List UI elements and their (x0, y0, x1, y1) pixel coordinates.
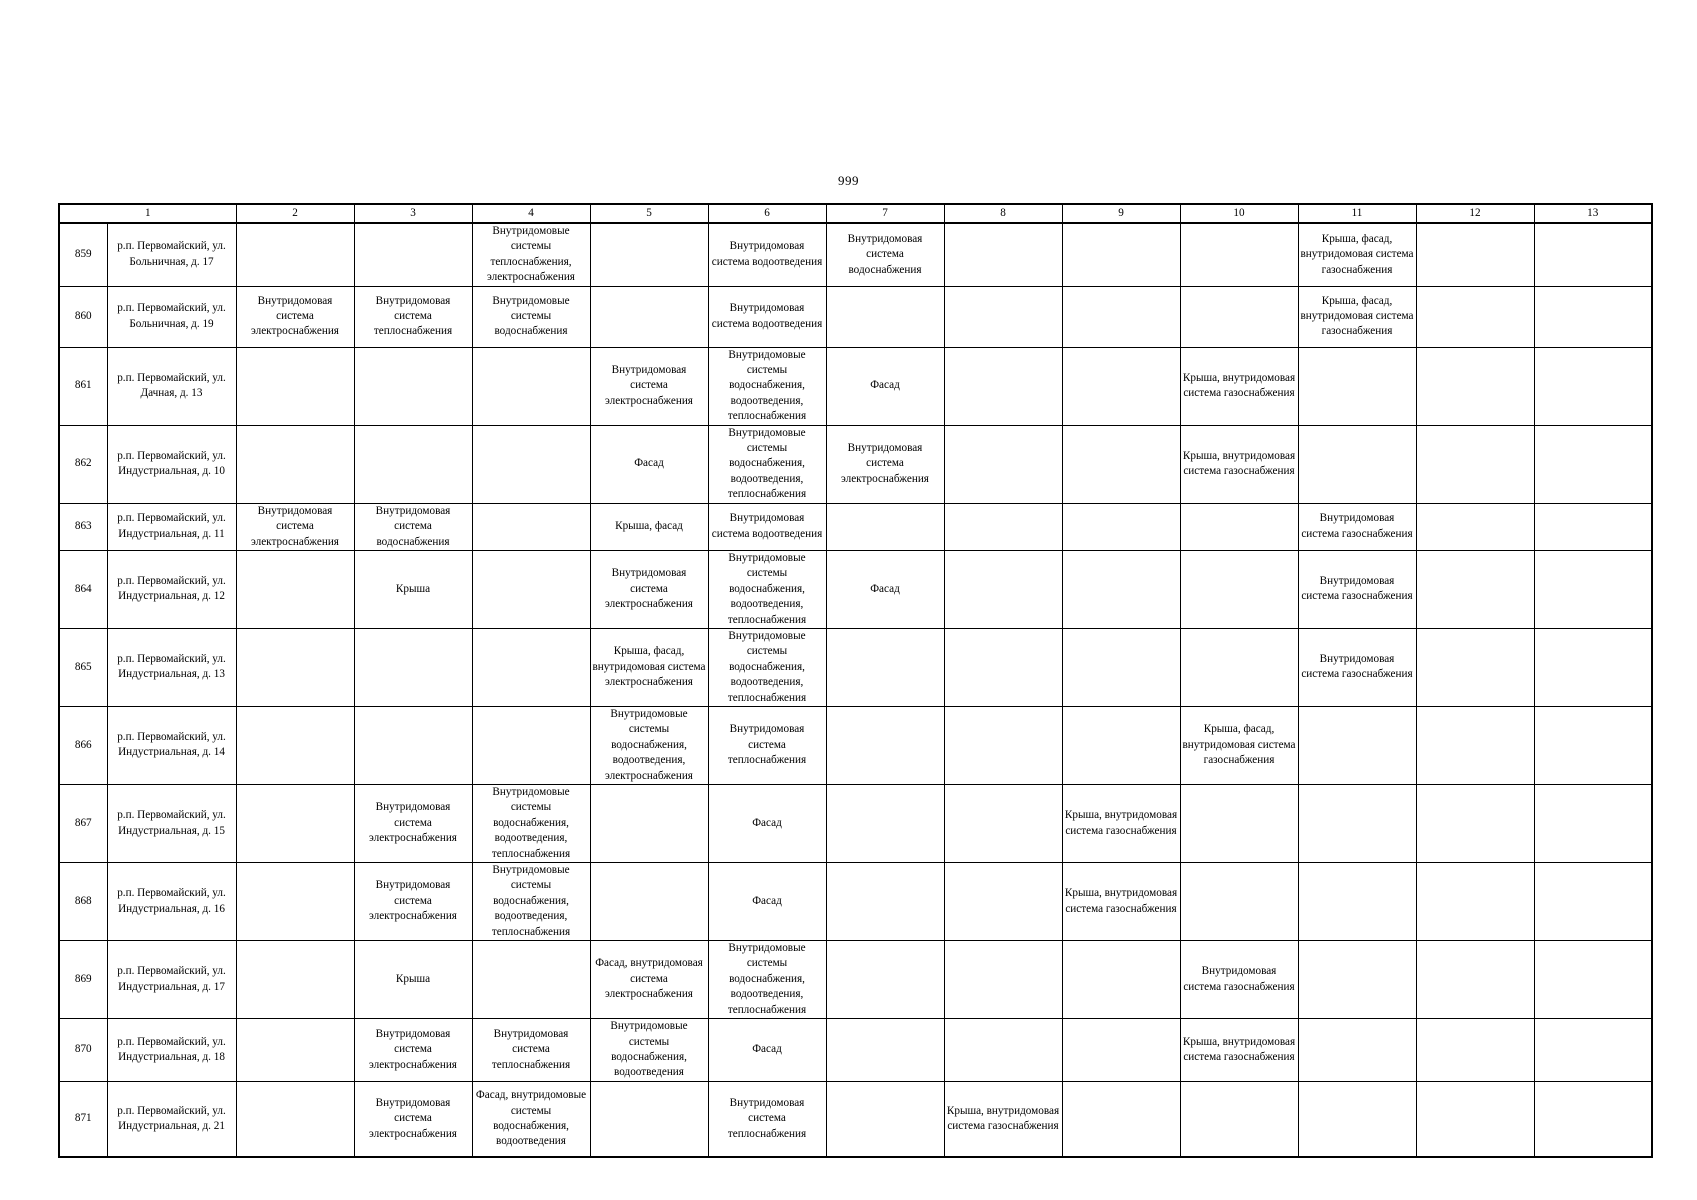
work-type-cell (472, 503, 590, 550)
work-type-cell (1534, 425, 1652, 503)
work-type-cell (472, 550, 590, 628)
work-type-cell: Внутридомовая система газоснабжения (1298, 503, 1416, 550)
repair-schedule-table (58, 203, 1653, 1158)
work-type-cell (1534, 785, 1652, 863)
work-type-cell: Крыша, внутридомовая система газоснабжения (1062, 785, 1180, 863)
work-type-cell (354, 425, 472, 503)
work-type-cell: Внутридомовая система электроснабжения (236, 503, 354, 550)
work-type-cell: Внутридомовая система электроснабжения (354, 785, 472, 863)
work-type-cell: Фасад (826, 347, 944, 425)
column-header: 3 (354, 204, 472, 223)
work-type-cell: Внутридомовая система электроснабжения (236, 286, 354, 347)
work-type-cell: Внутридомовые системы теплоснабжения, электроснабжения (472, 223, 590, 286)
work-type-cell (944, 863, 1062, 941)
work-type-cell (354, 706, 472, 784)
work-type-cell (590, 863, 708, 941)
row-number: 868 (59, 863, 107, 941)
work-type-cell: Внутридомовая система водоснабжения (354, 503, 472, 550)
column-header: 8 (944, 204, 1062, 223)
address-cell: р.п. Первомайский, ул. Индустриальная, д. 15 (107, 785, 236, 863)
work-type-cell (1416, 347, 1534, 425)
work-type-cell (236, 941, 354, 1019)
work-type-cell (590, 223, 708, 286)
work-type-cell: Крыша, внутридомовая система газоснабжения (944, 1081, 1062, 1157)
work-type-cell (236, 706, 354, 784)
work-type-cell (1416, 706, 1534, 784)
work-type-cell: Внутридомовая система электроснабжения (354, 1081, 472, 1157)
table-row (59, 286, 1652, 347)
work-type-cell (1180, 550, 1298, 628)
work-type-cell (826, 503, 944, 550)
work-type-cell (1180, 223, 1298, 286)
work-type-cell: Фасад, внутридомовые системы водоснабжения, водоотведения (472, 1081, 590, 1157)
column-header: 2 (236, 204, 354, 223)
work-type-cell (236, 863, 354, 941)
table-row (59, 941, 1652, 1019)
work-type-cell: Внутридомовая система газоснабжения (1298, 628, 1416, 706)
work-type-cell (944, 706, 1062, 784)
work-type-cell (1534, 1019, 1652, 1082)
table-row (59, 628, 1652, 706)
work-type-cell (1416, 628, 1534, 706)
work-type-cell (1062, 425, 1180, 503)
work-type-cell (1416, 1019, 1534, 1082)
table-row (59, 425, 1652, 503)
work-type-cell: Крыша, фасад, внутридомовая система электроснабжения (590, 628, 708, 706)
work-type-cell: Внутридомовые системы водоснабжения, водоотведения, теплоснабжения (472, 863, 590, 941)
work-type-cell (1416, 223, 1534, 286)
work-type-cell (944, 425, 1062, 503)
row-number: 863 (59, 503, 107, 550)
work-type-cell: Фасад (708, 1019, 826, 1082)
work-type-cell (1062, 706, 1180, 784)
work-type-cell: Внутридомовые системы водоснабжения, водоотведения (590, 1019, 708, 1082)
work-type-cell (1534, 223, 1652, 286)
work-type-cell (1534, 286, 1652, 347)
work-type-cell (1416, 785, 1534, 863)
row-number: 870 (59, 1019, 107, 1082)
work-type-cell (1062, 1081, 1180, 1157)
work-type-cell (1534, 863, 1652, 941)
work-type-cell: Фасад (708, 863, 826, 941)
work-type-cell: Фасад, внутридомовая система электроснабжения (590, 941, 708, 1019)
row-number: 860 (59, 286, 107, 347)
work-type-cell (1298, 706, 1416, 784)
work-type-cell (1416, 941, 1534, 1019)
work-type-cell (944, 347, 1062, 425)
work-type-cell: Крыша, внутридомовая система газоснабжения (1062, 863, 1180, 941)
work-type-cell (826, 1081, 944, 1157)
work-type-cell: Внутридомовые системы водоснабжения, водоотведения, электроснабжения (590, 706, 708, 784)
work-type-cell (1298, 941, 1416, 1019)
work-type-cell (236, 1081, 354, 1157)
column-header: 5 (590, 204, 708, 223)
work-type-cell: Крыша, фасад (590, 503, 708, 550)
table-row (59, 223, 1652, 286)
work-type-cell (1298, 863, 1416, 941)
work-type-cell (1298, 1081, 1416, 1157)
work-type-cell (1180, 503, 1298, 550)
work-type-cell (1180, 863, 1298, 941)
work-type-cell (1062, 941, 1180, 1019)
work-type-cell (472, 628, 590, 706)
work-type-cell (354, 347, 472, 425)
column-header: 13 (1534, 204, 1652, 223)
work-type-cell: Внутридомовые системы водоснабжения, водоотведения, теплоснабжения (708, 941, 826, 1019)
row-number: 861 (59, 347, 107, 425)
work-type-cell (944, 941, 1062, 1019)
work-type-cell (1534, 347, 1652, 425)
work-type-cell: Внутридомовая система электроснабжения (590, 550, 708, 628)
work-type-cell (1416, 503, 1534, 550)
work-type-cell (1180, 628, 1298, 706)
work-type-cell (826, 1019, 944, 1082)
work-type-cell (1416, 286, 1534, 347)
work-type-cell (1062, 503, 1180, 550)
work-type-cell (236, 550, 354, 628)
column-header: 7 (826, 204, 944, 223)
work-type-cell: Внутридомовые системы водоснабжения, водоотведения, теплоснабжения (708, 628, 826, 706)
work-type-cell (1062, 223, 1180, 286)
work-type-cell (236, 628, 354, 706)
work-type-cell: Крыша, фасад, внутридомовая система газоснабжения (1298, 286, 1416, 347)
work-type-cell (826, 785, 944, 863)
work-type-cell (826, 863, 944, 941)
address-cell: р.п. Первомайский, ул. Индустриальная, д. 12 (107, 550, 236, 628)
work-type-cell (236, 785, 354, 863)
work-type-cell (1062, 1019, 1180, 1082)
table-row (59, 863, 1652, 941)
row-number: 866 (59, 706, 107, 784)
work-type-cell: Фасад (590, 425, 708, 503)
work-type-cell: Внутридомовая система водоотведения (708, 286, 826, 347)
work-type-cell: Крыша (354, 941, 472, 1019)
column-header: 1 (59, 204, 236, 223)
work-type-cell: Фасад (708, 785, 826, 863)
work-type-cell (236, 1019, 354, 1082)
table-row (59, 1081, 1652, 1157)
work-type-cell: Внутридомовые системы водоснабжения, водоотведения, теплоснабжения (708, 550, 826, 628)
address-cell: р.п. Первомайский, ул. Индустриальная, д. 14 (107, 706, 236, 784)
work-type-cell: Внутридомовая система электроснабжения (354, 863, 472, 941)
address-cell: р.п. Первомайский, ул. Индустриальная, д. 18 (107, 1019, 236, 1082)
work-type-cell: Крыша, внутридомовая система газоснабжения (1180, 1019, 1298, 1082)
work-type-cell (590, 785, 708, 863)
work-type-cell: Фасад (826, 550, 944, 628)
work-type-cell (1180, 286, 1298, 347)
address-cell: р.п. Первомайский, ул. Индустриальная, д. 16 (107, 863, 236, 941)
work-type-cell: Внутридомовая система газоснабжения (1298, 550, 1416, 628)
address-cell: р.п. Первомайский, ул. Индустриальная, д. 11 (107, 503, 236, 550)
work-type-cell: Внутридомовая система теплоснабжения (708, 1081, 826, 1157)
work-type-cell (1062, 628, 1180, 706)
column-header: 6 (708, 204, 826, 223)
address-cell: р.п. Первомайский, ул. Дачная, д. 13 (107, 347, 236, 425)
work-type-cell (590, 286, 708, 347)
work-type-cell (1298, 785, 1416, 863)
table-row (59, 1019, 1652, 1082)
work-type-cell: Крыша, фасад, внутридомовая система газоснабжения (1298, 223, 1416, 286)
row-number: 871 (59, 1081, 107, 1157)
work-type-cell (1298, 425, 1416, 503)
column-header: 4 (472, 204, 590, 223)
work-type-cell (472, 425, 590, 503)
work-type-cell (1298, 347, 1416, 425)
row-number: 864 (59, 550, 107, 628)
row-number: 865 (59, 628, 107, 706)
work-type-cell: Внутридомовые системы водоснабжения, водоотведения, теплоснабжения (708, 347, 826, 425)
work-type-cell (1534, 1081, 1652, 1157)
work-type-cell: Внутридомовая система электроснабжения (826, 425, 944, 503)
work-type-cell (1416, 863, 1534, 941)
work-type-cell (826, 286, 944, 347)
row-number: 869 (59, 941, 107, 1019)
work-type-cell (944, 223, 1062, 286)
work-type-cell: Крыша, фасад, внутридомовая система газоснабжения (1180, 706, 1298, 784)
column-header: 12 (1416, 204, 1534, 223)
work-type-cell (472, 347, 590, 425)
address-cell: р.п. Первомайский, ул. Индустриальная, д. 10 (107, 425, 236, 503)
work-type-cell (1534, 503, 1652, 550)
work-type-cell: Внутридомовые системы водоснабжения, водоотведения, теплоснабжения (472, 785, 590, 863)
work-type-cell (354, 223, 472, 286)
work-type-cell: Внутридомовая система электроснабжения (590, 347, 708, 425)
work-type-cell (944, 286, 1062, 347)
work-type-cell (1180, 785, 1298, 863)
work-type-cell (944, 1019, 1062, 1082)
work-type-cell (826, 941, 944, 1019)
work-type-cell: Крыша (354, 550, 472, 628)
work-type-cell: Внутридомовые системы водоснабжения (472, 286, 590, 347)
row-number: 867 (59, 785, 107, 863)
work-type-cell: Внутридомовая система водоотведения (708, 503, 826, 550)
work-type-cell (826, 706, 944, 784)
table-row (59, 550, 1652, 628)
work-type-cell (236, 347, 354, 425)
header-row (59, 204, 1652, 223)
table-row (59, 503, 1652, 550)
work-type-cell: Внутридомовая система водоснабжения (826, 223, 944, 286)
work-type-cell (1416, 425, 1534, 503)
work-type-cell (590, 1081, 708, 1157)
work-type-cell (1062, 286, 1180, 347)
work-type-cell (1180, 1081, 1298, 1157)
work-type-cell (1062, 347, 1180, 425)
work-type-cell: Внутридомовая система теплоснабжения (708, 706, 826, 784)
address-cell: р.п. Первомайский, ул. Больничная, д. 17 (107, 223, 236, 286)
work-type-cell: Внутридомовая система электроснабжения (354, 1019, 472, 1082)
column-header: 10 (1180, 204, 1298, 223)
work-type-cell (236, 223, 354, 286)
column-header: 9 (1062, 204, 1180, 223)
work-type-cell (1534, 550, 1652, 628)
table-row (59, 706, 1652, 784)
work-type-cell (236, 425, 354, 503)
row-number: 859 (59, 223, 107, 286)
work-type-cell (354, 628, 472, 706)
table-body (59, 204, 1652, 1157)
work-type-cell (1534, 706, 1652, 784)
work-type-cell (472, 706, 590, 784)
work-type-cell (944, 550, 1062, 628)
column-header: 11 (1298, 204, 1416, 223)
work-type-cell: Крыша, внутридомовая система газоснабжения (1180, 347, 1298, 425)
work-type-cell: Внутридомовая система теплоснабжения (472, 1019, 590, 1082)
work-type-cell (1298, 1019, 1416, 1082)
work-type-cell (1416, 550, 1534, 628)
work-type-cell (944, 785, 1062, 863)
table-row (59, 785, 1652, 863)
address-cell: р.п. Первомайский, ул. Индустриальная, д. 21 (107, 1081, 236, 1157)
work-type-cell (1062, 550, 1180, 628)
work-type-cell (1416, 1081, 1534, 1157)
work-type-cell (1534, 628, 1652, 706)
work-type-cell: Внутридомовая система теплоснабжения (354, 286, 472, 347)
work-type-cell (1534, 941, 1652, 1019)
work-type-cell: Крыша, внутридомовая система газоснабжения (1180, 425, 1298, 503)
work-type-cell (472, 941, 590, 1019)
work-type-cell (944, 503, 1062, 550)
table-row (59, 347, 1652, 425)
row-number: 862 (59, 425, 107, 503)
page-number: 999 (838, 173, 859, 188)
work-type-cell: Внутридомовая система газоснабжения (1180, 941, 1298, 1019)
address-cell: р.п. Первомайский, ул. Индустриальная, д. 17 (107, 941, 236, 1019)
work-type-cell (826, 628, 944, 706)
work-type-cell (944, 628, 1062, 706)
address-cell: р.п. Первомайский, ул. Индустриальная, д. 13 (107, 628, 236, 706)
address-cell: р.п. Первомайский, ул. Больничная, д. 19 (107, 286, 236, 347)
work-type-cell: Внутридомовые системы водоснабжения, водоотведения, теплоснабжения (708, 425, 826, 503)
work-type-cell: Внутридомовая система водоотведения (708, 223, 826, 286)
